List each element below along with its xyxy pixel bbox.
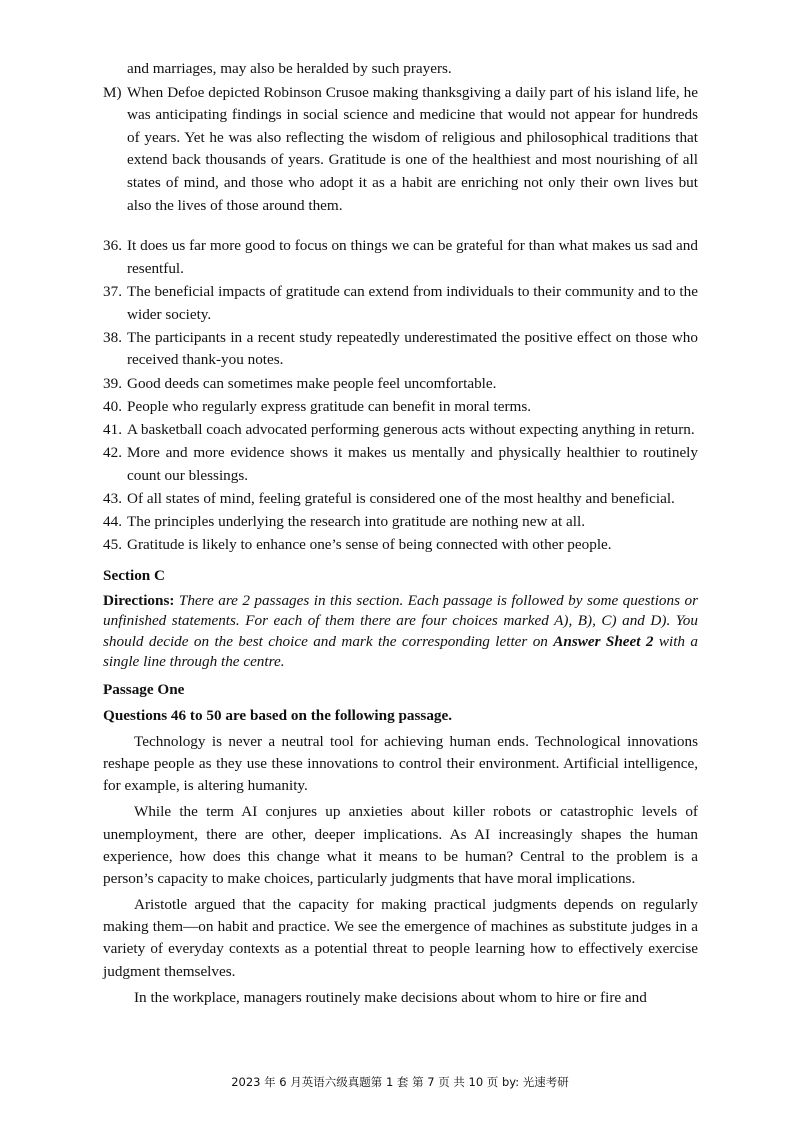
passage-paragraph: While the term AI conjures up anxieties about killer robots or catastrophic levels of unemployment, there are other, deeper implications. As AI increasingly shapes the human experience, how does this change what it means to be human? Central to the problem is a person’s capacity to make choices, particularly judgments that have moral implications. bbox=[103, 803, 698, 888]
question-40 bbox=[103, 396, 698, 419]
question-text: It does us far more good to focus on things we can be grateful for than what makes us sad and resentful. bbox=[127, 237, 698, 277]
question-text: More and more evidence shows it makes us mentally and physically healthier to routinely count our blessings. bbox=[127, 444, 698, 484]
section-title: Section C bbox=[103, 566, 166, 584]
paragraph-text: When Defoe depicted Robinson Crusoe making thanksgiving a daily part of his island life, he was anticipating findings in social science and medicine that would not appear for hundreds of years. Yet he was also reflecting the wisdom of religious and philosophical traditions that extend back thousands of years. Gratitude is one of the healthiest and most nourishing of all states of mind, and those who adopt it as a habit are enriching not only their own lives but also the lives of those around them. bbox=[127, 83, 698, 214]
question-number: 40. bbox=[103, 397, 122, 415]
question-42 bbox=[103, 442, 698, 487]
directions-text-1: There are 2 passages in this section. Each passage is followed by some questions or unfinished statements. For each of them there are four choices marked A), B), C) and D). You should decide on the best choice and mark the corresponding letter on bbox=[103, 591, 698, 650]
question-text: The beneficial impacts of gratitude can extend from individuals to their community and to the wider society. bbox=[127, 282, 698, 323]
question-text: People who regularly express gratitude can benefit in moral terms. bbox=[127, 397, 532, 415]
fragment-line: and marriages, may also be heralded by such prayers. bbox=[127, 60, 452, 77]
page-footer: 2023 年 6 月英语六级真题第 1 套 第 7 页 共 10 页 by: 光速考研 bbox=[231, 1075, 569, 1089]
question-44 bbox=[103, 511, 698, 534]
question-37 bbox=[103, 281, 698, 326]
question-number: 36. bbox=[103, 237, 122, 255]
question-number: 39. bbox=[103, 374, 122, 392]
question-text: The principles underlying the research into gratitude are nothing new at all. bbox=[127, 513, 585, 531]
paragraph-label: M) bbox=[103, 83, 122, 101]
question-text: Good deeds can sometimes make people feel uncomfortable. bbox=[127, 374, 497, 392]
paragraph-m bbox=[103, 82, 698, 218]
question-number: 41. bbox=[103, 420, 122, 438]
question-number: 42. bbox=[103, 444, 122, 462]
question-45 bbox=[103, 534, 698, 557]
question-43 bbox=[103, 488, 698, 511]
question-text: Gratitude is likely to enhance one’s sense of being connected with other people. bbox=[127, 536, 612, 554]
directions bbox=[103, 591, 698, 673]
question-list bbox=[103, 235, 698, 557]
directions-label: Directions: bbox=[103, 591, 175, 609]
question-38 bbox=[103, 327, 698, 372]
question-41 bbox=[103, 419, 698, 442]
passage-title: Passage One bbox=[103, 680, 185, 698]
question-number: 44. bbox=[103, 513, 122, 531]
question-number: 43. bbox=[103, 489, 122, 507]
question-text: Of all states of mind, feeling grateful is considered one of the most healthy and beneficial. bbox=[127, 489, 675, 507]
question-number: 37. bbox=[103, 282, 122, 300]
questions-intro: Questions 46 to 50 are based on the following passage. bbox=[103, 706, 453, 724]
passage-paragraph: Aristotle argued that the capacity for making practical judgments depends on regularly making them—on habit and practice. We see the emergence of machines as substitute judges in a variety of everyday contexts as a potential threat to people learning how to effectively exercise judgment themselves. bbox=[103, 895, 698, 980]
question-39 bbox=[103, 373, 698, 396]
answer-sheet-label: Answer Sheet 2 bbox=[553, 632, 654, 650]
question-number: 45. bbox=[103, 536, 122, 554]
directions-text-2: with a single line through the centre. bbox=[103, 632, 698, 671]
question-text: A basketball coach advocated performing generous acts without expecting anything in return. bbox=[127, 420, 695, 438]
document-page bbox=[103, 58, 698, 1012]
passage-paragraph: Technology is never a neutral tool for achieving human ends. Technological innovations reshape people as they use these innovations to control their environment. Artificial intelligence, for example, is altering humanity. bbox=[103, 732, 698, 795]
passage-paragraph: In the workplace, managers routinely make decisions about whom to hire or fire and bbox=[134, 988, 647, 1006]
question-number: 38. bbox=[103, 328, 122, 346]
question-text: The participants in a recent study repeatedly underestimated the positive effect on those who received thank-you notes. bbox=[127, 328, 698, 369]
question-36 bbox=[103, 235, 698, 280]
